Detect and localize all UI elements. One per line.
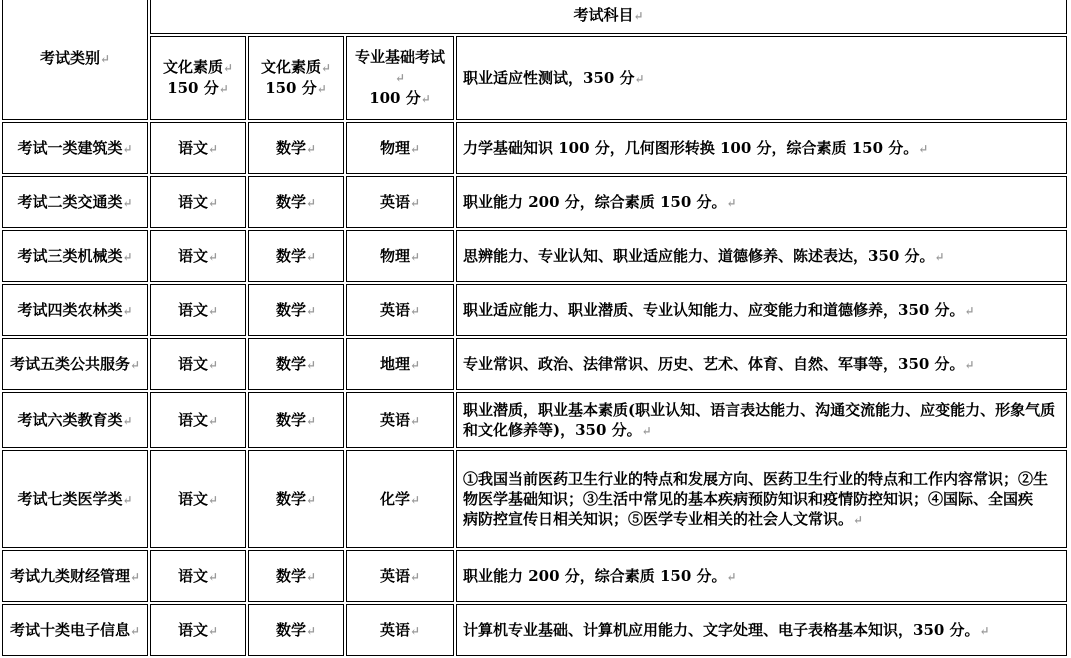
table-row xyxy=(2,230,1067,282)
subject2-text: 数学 xyxy=(275,192,306,211)
description-cell xyxy=(456,450,1067,548)
paragraph-mark: ↵ xyxy=(207,492,219,507)
paragraph-mark: ↵ xyxy=(122,141,133,156)
category-cell xyxy=(2,122,148,174)
description-cell xyxy=(456,284,1067,336)
table-row xyxy=(2,176,1067,228)
category-cell xyxy=(2,338,148,390)
paragraph-mark: ↵ xyxy=(918,141,929,156)
subject1-cell xyxy=(150,122,246,174)
paragraph-mark: ↵ xyxy=(122,303,133,318)
header-col3-line1: 专业基础考试 xyxy=(354,48,445,66)
category-cell xyxy=(2,604,148,656)
paragraph-mark: ↵ xyxy=(207,569,219,584)
subject3-text: 英语 xyxy=(379,620,410,639)
description-cell xyxy=(456,122,1067,174)
description-text: 计算机专业基础、计算机应用能力、文字处理、电子表格基本知识，350 分。 xyxy=(463,620,980,639)
paragraph-mark: ↵ xyxy=(122,249,133,264)
paragraph-mark: ↵ xyxy=(122,195,133,210)
subject2-cell xyxy=(248,284,344,336)
category-text: 考试五类公共服务 xyxy=(9,354,130,373)
subject3-text: 物理 xyxy=(379,138,410,157)
header-category-cell xyxy=(2,0,148,120)
category-text: 考试四类农林类 xyxy=(17,300,123,319)
header-col2-line2: 150 分 xyxy=(265,79,317,97)
paragraph-mark: ↵ xyxy=(409,141,421,156)
description-text: 专业常识、政治、法律常识、历史、艺术、体育、自然、军事等，350 分。 xyxy=(463,354,965,373)
subject2-text: 数学 xyxy=(275,138,306,157)
paragraph-mark: ↵ xyxy=(207,413,219,428)
description-text: ①我国当前医药卫生行业的特点和发展方向、医药卫生行业的特点和工作内容常识；②生物医学基础知识；③生活中常见的基本疾病预防知识和疫情防控知识；④国际、全国疾 病防控宣传日相关知识；⑤医学专业相关的社会人文常识。 xyxy=(463,469,1049,528)
category-cell xyxy=(2,176,148,228)
subject3-cell xyxy=(346,122,454,174)
subject1-cell xyxy=(150,338,246,390)
paragraph-mark: ↵ xyxy=(122,492,133,507)
paragraph-mark: ↵ xyxy=(320,61,332,75)
subject3-text: 英语 xyxy=(379,192,410,211)
category-text: 考试十类电子信息 xyxy=(9,620,130,639)
subject1-text: 语文 xyxy=(177,489,208,508)
paragraph-mark: ↵ xyxy=(305,357,317,372)
subject1-cell xyxy=(150,604,246,656)
header-col2-line1: 文化素质 xyxy=(260,58,321,76)
subject2-text: 数学 xyxy=(275,566,306,585)
paragraph-mark: ↵ xyxy=(129,357,141,372)
description-cell xyxy=(456,230,1067,282)
paragraph-mark: ↵ xyxy=(305,492,317,507)
description-cell xyxy=(456,338,1067,390)
subject2-text: 数学 xyxy=(275,354,306,373)
subject3-cell xyxy=(346,230,454,282)
paragraph-mark: ↵ xyxy=(394,71,406,85)
category-text: 考试七类医学类 xyxy=(17,489,123,508)
subject2-text: 数学 xyxy=(275,489,306,508)
description-text: 职业能力 200 分，综合素质 150 分。 xyxy=(463,566,727,585)
subject3-text: 物理 xyxy=(379,246,410,265)
paragraph-mark: ↵ xyxy=(305,195,317,210)
subject3-cell xyxy=(346,604,454,656)
paragraph-mark: ↵ xyxy=(129,569,141,584)
paragraph-mark: ↵ xyxy=(129,623,141,638)
category-text: 考试三类机械类 xyxy=(17,246,123,265)
paragraph-mark: ↵ xyxy=(207,249,219,264)
subject1-text: 语文 xyxy=(177,566,208,585)
paragraph-mark: ↵ xyxy=(99,51,111,66)
subject2-cell xyxy=(248,604,344,656)
paragraph-mark: ↵ xyxy=(207,141,219,156)
description-text: 职业潜质，职业基本素质(职业认知、语言表达能力、沟通交流能力、应变能力、形象气质和文化修养等)，350 分。 xyxy=(463,400,1056,439)
description-cell xyxy=(456,604,1067,656)
subject2-cell xyxy=(248,450,344,548)
paragraph-mark: ↵ xyxy=(964,303,975,318)
header-col1-line1: 文化素质 xyxy=(162,58,223,76)
subject2-cell xyxy=(248,392,344,448)
header-col2-cell xyxy=(248,36,344,120)
subject3-cell xyxy=(346,284,454,336)
paragraph-mark: ↵ xyxy=(409,623,421,638)
paragraph-mark: ↵ xyxy=(305,413,317,428)
paragraph-mark: ↵ xyxy=(409,195,421,210)
header-col4-label: 职业适应性测试，350 分 xyxy=(463,68,635,87)
paragraph-mark: ↵ xyxy=(420,92,431,106)
category-text: 考试九类财经管理 xyxy=(9,566,130,585)
subject1-cell xyxy=(150,176,246,228)
category-text: 考试二类交通类 xyxy=(17,192,123,211)
paragraph-mark: ↵ xyxy=(633,8,644,23)
paragraph-mark: ↵ xyxy=(409,492,421,507)
paragraph-mark: ↵ xyxy=(409,357,421,372)
paragraph-mark: ↵ xyxy=(122,413,133,428)
paragraph-mark: ↵ xyxy=(964,357,975,372)
paragraph-mark: ↵ xyxy=(634,71,645,86)
paragraph-mark: ↵ xyxy=(222,61,234,75)
table-row xyxy=(2,550,1067,602)
subject2-cell xyxy=(248,122,344,174)
paragraph-mark: ↵ xyxy=(726,195,737,210)
category-cell xyxy=(2,230,148,282)
paragraph-mark: ↵ xyxy=(207,623,219,638)
paragraph-mark: ↵ xyxy=(305,141,317,156)
paragraph-mark: ↵ xyxy=(934,249,945,264)
description-text: 职业能力 200 分，综合素质 150 分。 xyxy=(463,192,727,211)
category-cell xyxy=(2,392,148,448)
subject2-cell xyxy=(248,176,344,228)
subject1-cell xyxy=(150,450,246,548)
subject2-cell xyxy=(248,230,344,282)
subject2-cell xyxy=(248,550,344,602)
category-cell xyxy=(2,450,148,548)
description-text: 力学基础知识 100 分，几何图形转换 100 分，综合素质 150 分。 xyxy=(463,138,919,157)
description-text: 职业适应能力、职业潜质、专业认知能力、应变能力和道德修养，350 分。 xyxy=(463,300,965,319)
subject2-text: 数学 xyxy=(275,300,306,319)
subject1-cell xyxy=(150,230,246,282)
description-cell xyxy=(456,176,1067,228)
header-category-label: 考试类别 xyxy=(39,48,100,67)
header-col4-cell xyxy=(456,36,1067,120)
subject3-cell xyxy=(346,392,454,448)
description-cell xyxy=(456,550,1067,602)
subject2-text: 数学 xyxy=(275,246,306,265)
category-text: 考试六类教育类 xyxy=(17,410,123,429)
subject3-text: 英语 xyxy=(379,566,410,585)
paragraph-mark: ↵ xyxy=(305,249,317,264)
header-col3-line2: 100 分 xyxy=(369,89,421,107)
paragraph-mark: ↵ xyxy=(409,413,421,428)
subject1-text: 语文 xyxy=(177,246,208,265)
paragraph-mark: ↵ xyxy=(207,357,219,372)
subject1-cell xyxy=(150,284,246,336)
paragraph-mark: ↵ xyxy=(207,195,219,210)
subject1-cell xyxy=(150,550,246,602)
subject3-text: 化学 xyxy=(379,489,410,508)
subject1-text: 语文 xyxy=(177,354,208,373)
description-text: 思辨能力、专业认知、职业适应能力、道德修养、陈述表达，350 分。 xyxy=(463,246,935,265)
paragraph-mark: ↵ xyxy=(305,569,317,584)
header-subjects-cell xyxy=(150,0,1067,34)
paragraph-mark: ↵ xyxy=(853,512,864,527)
paragraph-mark: ↵ xyxy=(726,569,737,584)
header-col1-cell xyxy=(150,36,246,120)
subject3-cell xyxy=(346,176,454,228)
category-text: 考试一类建筑类 xyxy=(17,138,123,157)
category-cell xyxy=(2,284,148,336)
paragraph-mark: ↵ xyxy=(641,423,652,438)
table-row xyxy=(2,122,1067,174)
subject3-cell xyxy=(346,338,454,390)
paragraph-mark: ↵ xyxy=(305,303,317,318)
paragraph-mark: ↵ xyxy=(409,303,421,318)
subject1-text: 语文 xyxy=(177,300,208,319)
paragraph-mark: ↵ xyxy=(207,303,219,318)
subject1-text: 语文 xyxy=(177,620,208,639)
table-row xyxy=(2,604,1067,656)
category-cell xyxy=(2,550,148,602)
subject3-text: 地理 xyxy=(379,354,410,373)
header-col3-cell xyxy=(346,36,454,120)
subject1-text: 语文 xyxy=(177,138,208,157)
paragraph-mark: ↵ xyxy=(305,623,317,638)
paragraph-mark: ↵ xyxy=(409,249,421,264)
subject2-cell xyxy=(248,338,344,390)
table-row xyxy=(2,338,1067,390)
subject1-cell xyxy=(150,392,246,448)
description-cell xyxy=(456,392,1067,448)
subject3-cell xyxy=(346,450,454,548)
table-row xyxy=(2,284,1067,336)
table-row xyxy=(2,392,1067,448)
subject3-text: 英语 xyxy=(379,410,410,429)
subject2-text: 数学 xyxy=(275,410,306,429)
paragraph-mark: ↵ xyxy=(218,82,229,96)
header-col1-line2: 150 分 xyxy=(167,79,219,97)
header-subjects-label: 考试科目 xyxy=(573,5,634,24)
paragraph-mark: ↵ xyxy=(979,623,990,638)
subject1-text: 语文 xyxy=(177,410,208,429)
subject2-text: 数学 xyxy=(275,620,306,639)
subject1-text: 语文 xyxy=(177,192,208,211)
subject3-cell xyxy=(346,550,454,602)
paragraph-mark: ↵ xyxy=(316,82,327,96)
table-row xyxy=(2,450,1067,548)
paragraph-mark: ↵ xyxy=(409,569,421,584)
subject3-text: 英语 xyxy=(379,300,410,319)
